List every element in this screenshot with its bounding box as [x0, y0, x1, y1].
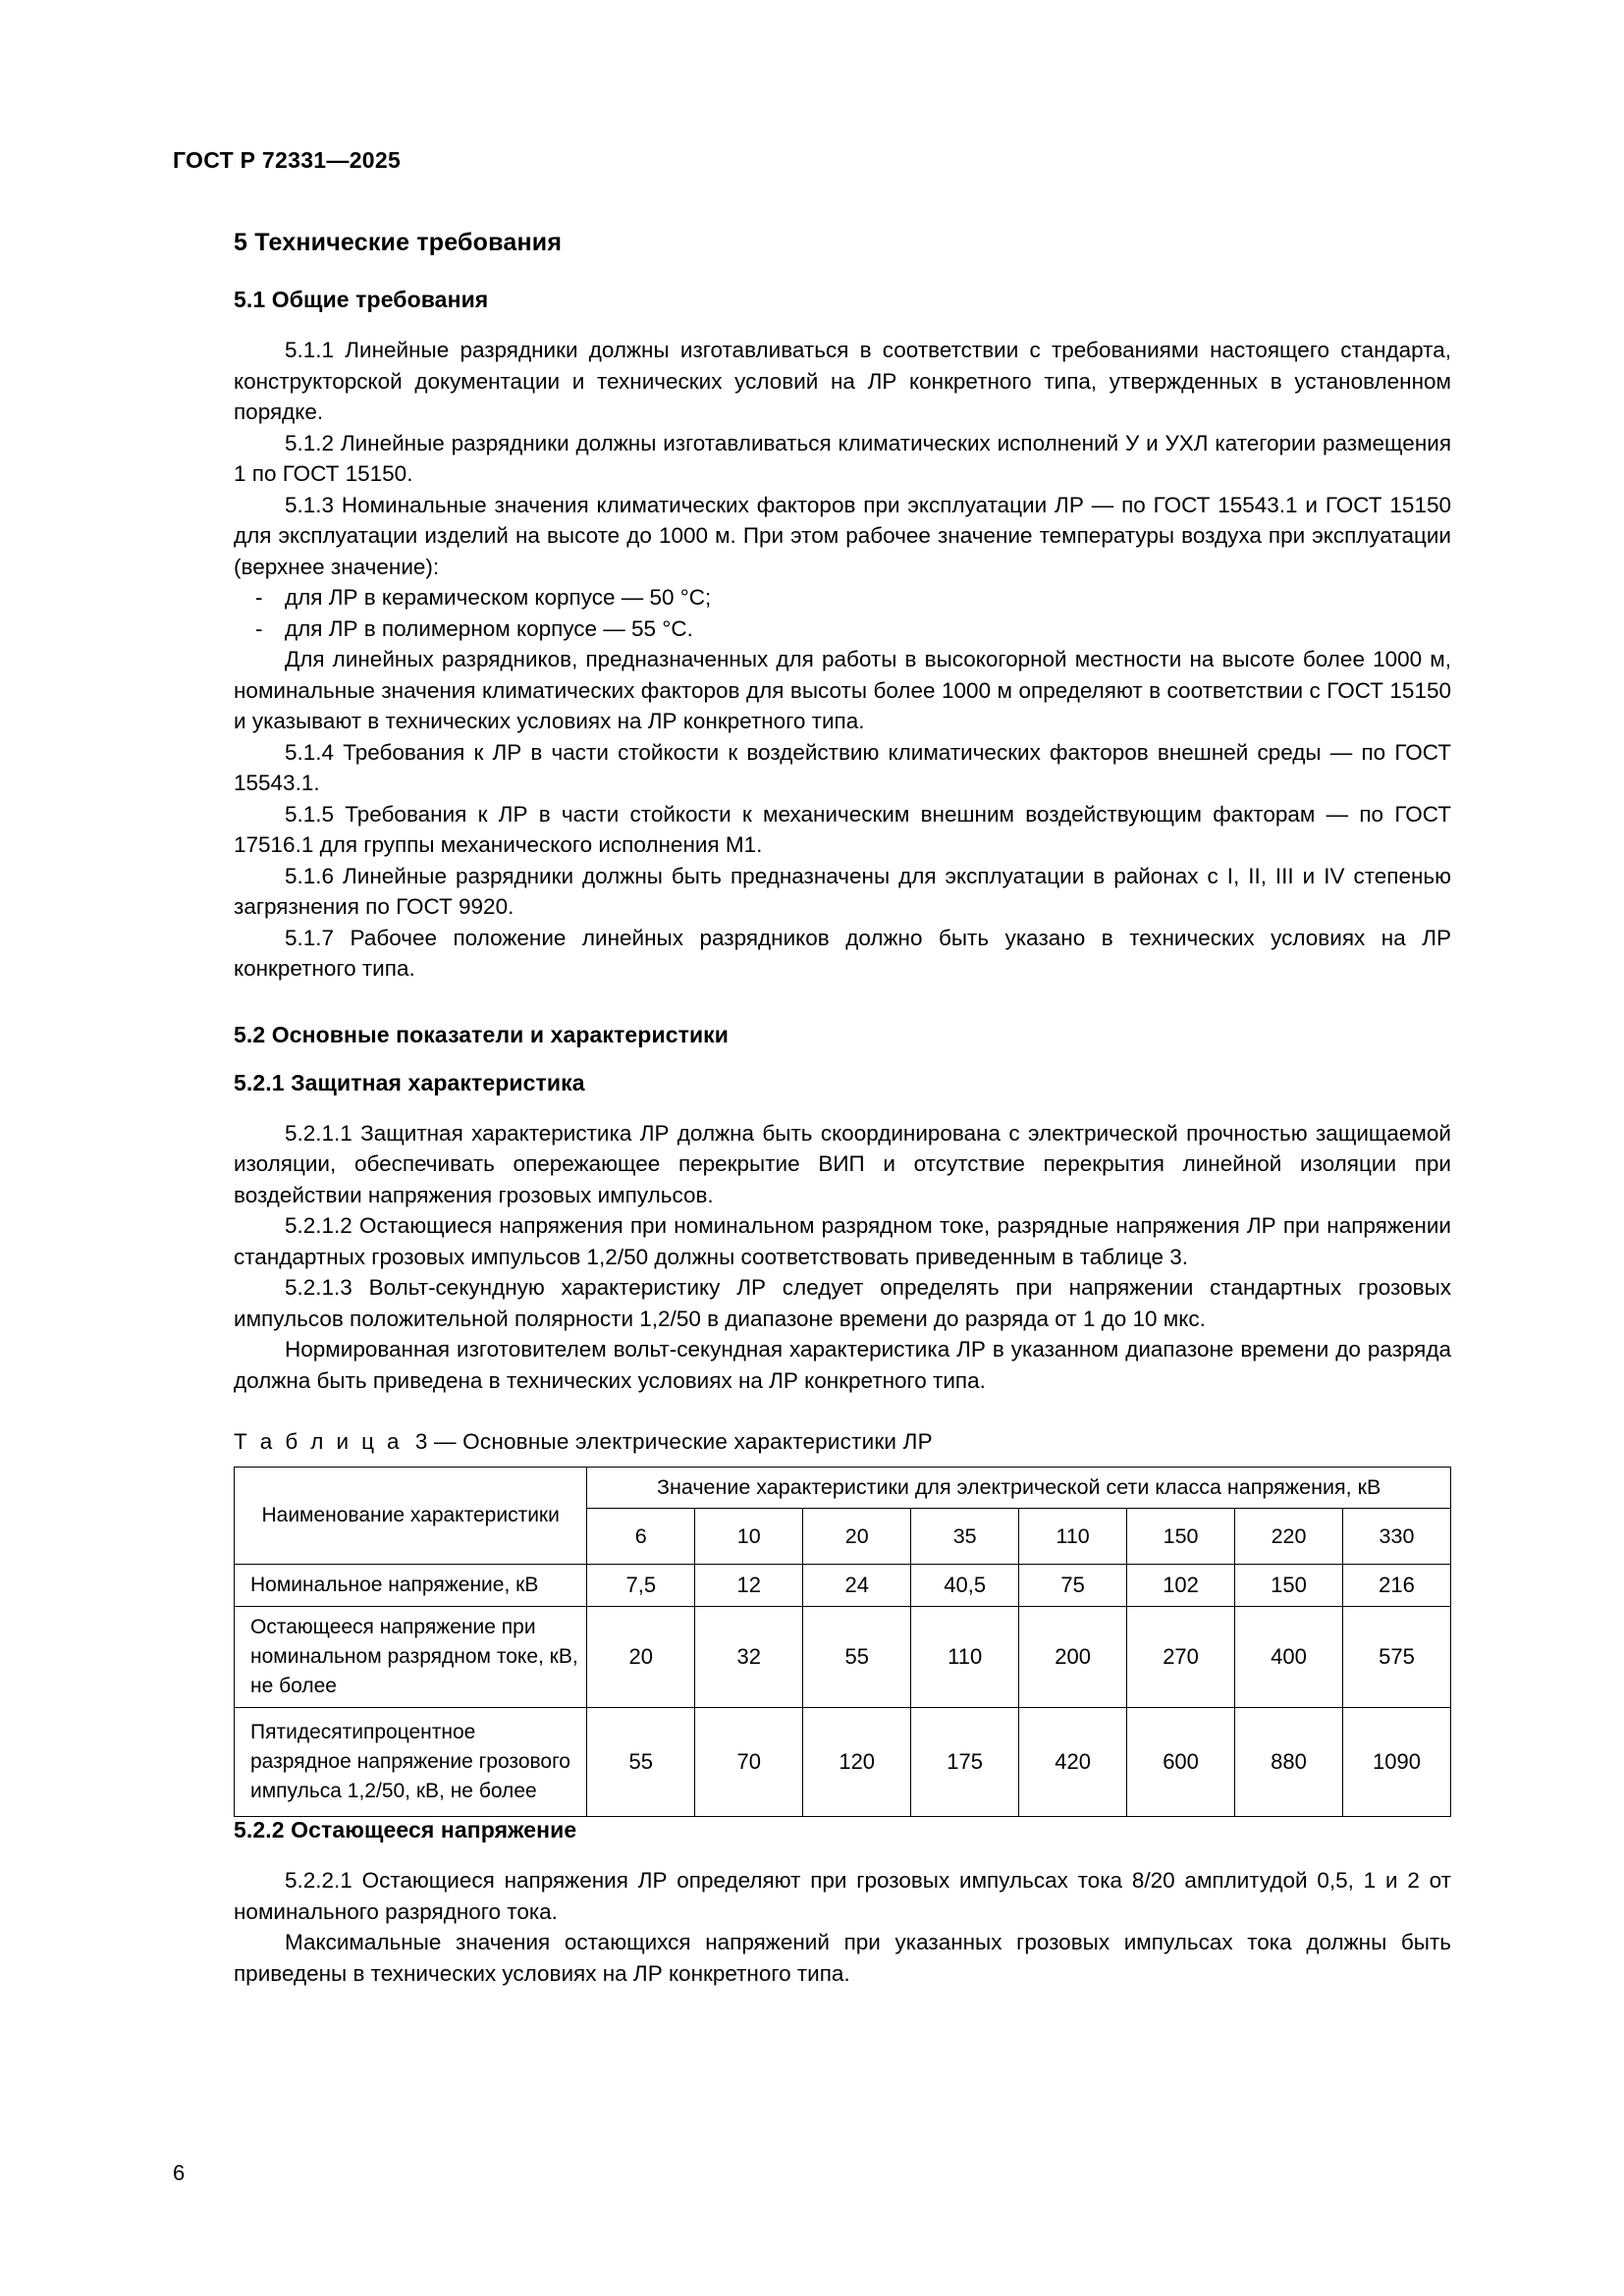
subsection-heading-5-2-1: 5.2.1 Защитная характеристика [234, 1069, 585, 1095]
column-header-class-20: 20 [803, 1509, 911, 1565]
column-header-class-150: 150 [1127, 1509, 1235, 1565]
temperature-list [234, 582, 1451, 644]
column-header-class-330: 330 [1342, 1509, 1450, 1565]
cell-value: 110 [911, 1607, 1019, 1708]
cell-value: 12 [695, 1565, 803, 1607]
page-header-standard-id: ГОСТ Р 72331—2025 [173, 147, 402, 173]
table-row [235, 1565, 1451, 1607]
cell-value: 20 [587, 1607, 695, 1708]
paragraph-5-1-4: 5.1.4 Требования к ЛР в части стойкости к воздействию климатических факторов внешней среды — по ГОСТ 15543.1. [234, 739, 1451, 795]
paragraph-volt-second-note: Нормированная изготовителем вольт-секундная характеристика ЛР в указанном диапазоне времени до разряда должна быть приведена в технических условиях на ЛР конкретного типа. [234, 1337, 1451, 1393]
cell-value: 32 [695, 1607, 803, 1708]
cell-value: 216 [1342, 1565, 1450, 1607]
list-item-label: для ЛР в керамическом корпусе — 50 °С; [285, 585, 712, 610]
table-3-electrical-characteristics [234, 1467, 1451, 1817]
table-3-caption [234, 1429, 1451, 1455]
column-header-class-10: 10 [695, 1509, 803, 1565]
column-header-class-220: 220 [1235, 1509, 1343, 1565]
page-content [173, 229, 1451, 1989]
cell-value: 55 [587, 1708, 695, 1817]
cell-value: 150 [1235, 1565, 1343, 1607]
subsection-heading-5-1: 5.1 Общие требования [234, 287, 489, 312]
cell-value: 24 [803, 1565, 911, 1607]
paragraph-high-altitude: Для линейных разрядников, предназначенных для работы в высокогорной местности на высоте более 1000 м, номинальные значения климатических факторов для высоты более 1000 м определяют в соответствии с ГОСТ 15150 и указывают в технических условиях на ЛР конкретного типа. [234, 647, 1451, 733]
table-header-row-top [235, 1468, 1451, 1509]
row-label-residual-voltage: Остающееся напряжение при номинальном разрядном токе, кВ, не более [235, 1607, 587, 1708]
cell-value: 420 [1019, 1708, 1127, 1817]
row-label-50-percent-discharge-voltage: Пятидесятипроцентное разрядное напряжение грозового импульса 1,2/50, кВ, не более [235, 1708, 587, 1817]
paragraph-5-2-1-1: 5.2.1.1 Защитная характеристика ЛР должна быть скоординирована с электрической прочностью защищаемой изоляции, обеспечивать опережающее перекрытие ВИП и отсутствие перекрытия линейной изоляции при воздействии напряжения грозовых импульсов. [234, 1120, 1451, 1207]
cell-value: 175 [911, 1708, 1019, 1817]
column-header-class-6: 6 [587, 1509, 695, 1565]
cell-value: 40,5 [911, 1565, 1019, 1607]
paragraph-5-1-7: 5.1.7 Рабочее положение линейных разрядников должно быть указано в технических условиях на ЛР конкретного типа. [234, 925, 1451, 981]
column-header-characteristic-name: Наименование характеристики [235, 1468, 587, 1565]
cell-value: 55 [803, 1607, 911, 1708]
list-item [234, 582, 1451, 614]
table-row [235, 1607, 1451, 1708]
paragraph-5-1-6: 5.1.6 Линейные разрядники должны быть предназначены для эксплуатации в районах с I, II, III и IV степенью загрязнения по ГОСТ 9920. [234, 863, 1451, 919]
dash-marker: - [255, 615, 263, 641]
cell-value: 400 [1235, 1607, 1343, 1708]
page-number: 6 [173, 2161, 186, 2185]
cell-value: 7,5 [587, 1565, 695, 1607]
cell-value: 600 [1127, 1708, 1235, 1817]
paragraph-5-1-3: 5.1.3 Номинальные значения климатических факторов при эксплуатации ЛР — по ГОСТ 15543.1 и ГОСТ 15150 для эксплуатации изделий на высоте до 1000 м. При этом рабочее значение температуры воздуха при эксплуатации (верхнее значение): [234, 492, 1451, 579]
cell-value: 880 [1235, 1708, 1343, 1817]
paragraph-5-1-2: 5.1.2 Линейные разрядники должны изготавливаться климатических исполнений У и УХЛ категории размещения 1 по ГОСТ 15150. [234, 430, 1451, 486]
cell-value: 575 [1342, 1607, 1450, 1708]
column-header-class-110: 110 [1019, 1509, 1127, 1565]
dash-marker: - [255, 585, 263, 610]
paragraph-5-2-2-1: 5.2.2.1 Остающиеся напряжения ЛР определяют при грозовых импульсах тока 8/20 амплитудой 0,5, 1 и 2 от номинального разрядного тока. [234, 1868, 1451, 1924]
paragraph-5-2-1-2: 5.2.1.2 Остающиеся напряжения при номинальном разрядном токе, разрядные напряжения ЛР при напряжении стандартных грозовых импульсов 1,2/50 должны соответствовать приведенным в таблице 3. [234, 1213, 1451, 1269]
cell-value: 70 [695, 1708, 803, 1817]
paragraph-5-2-1-3: 5.2.1.3 Вольт-секундную характеристику ЛР следует определять при напряжении стандартных грозовых импульсов положительной полярности 1,2/50 в диапазоне времени до разряда от 1 до 10 мкс. [234, 1275, 1451, 1331]
paragraph-max-residual-note: Максимальные значения остающихся напряжений при указанных грозовых импульсах тока должны быть приведены в технических условиях на ЛР конкретного типа. [234, 1930, 1451, 1986]
cell-value: 75 [1019, 1565, 1127, 1607]
cell-value: 200 [1019, 1607, 1127, 1708]
table-row [235, 1708, 1451, 1817]
list-item [234, 614, 1451, 645]
row-label-rated-voltage: Номинальное напряжение, кВ [235, 1565, 587, 1607]
column-header-class-35: 35 [911, 1509, 1019, 1565]
list-item-label: для ЛР в полимерном корпусе — 55 °С. [285, 615, 693, 641]
table-caption-text: — Основные электрические характеристики ЛР [434, 1429, 933, 1454]
cell-value: 102 [1127, 1565, 1235, 1607]
cell-value: 1090 [1342, 1708, 1450, 1817]
subsection-heading-5-2: 5.2 Основные показатели и характеристики [234, 1021, 730, 1047]
subsection-heading-5-2-2: 5.2.2 Остающееся напряжение [234, 1817, 577, 1842]
section-heading-5: 5 Технические требования [234, 229, 563, 256]
paragraph-5-1-5: 5.1.5 Требования к ЛР в части стойкости к механическим внешним воздействующим факторам — по ГОСТ 17516.1 для группы механического исполнения М1. [234, 801, 1451, 857]
column-header-group-voltage-class: Значение характеристики для электрической сети класса напряжения, кВ [587, 1468, 1451, 1509]
paragraph-5-1-1: 5.1.1 Линейные разрядники должны изготавливаться в соответствии с требованиями настоящего стандарта, конструкторской документации и технических условий на ЛР конкретного типа, утвержденных в установленном порядке. [234, 338, 1451, 424]
table-caption-number: 3 [414, 1429, 428, 1454]
cell-value: 270 [1127, 1607, 1235, 1708]
cell-value: 120 [803, 1708, 911, 1817]
table-caption-prefix: Т а б л и ц а [234, 1429, 403, 1454]
